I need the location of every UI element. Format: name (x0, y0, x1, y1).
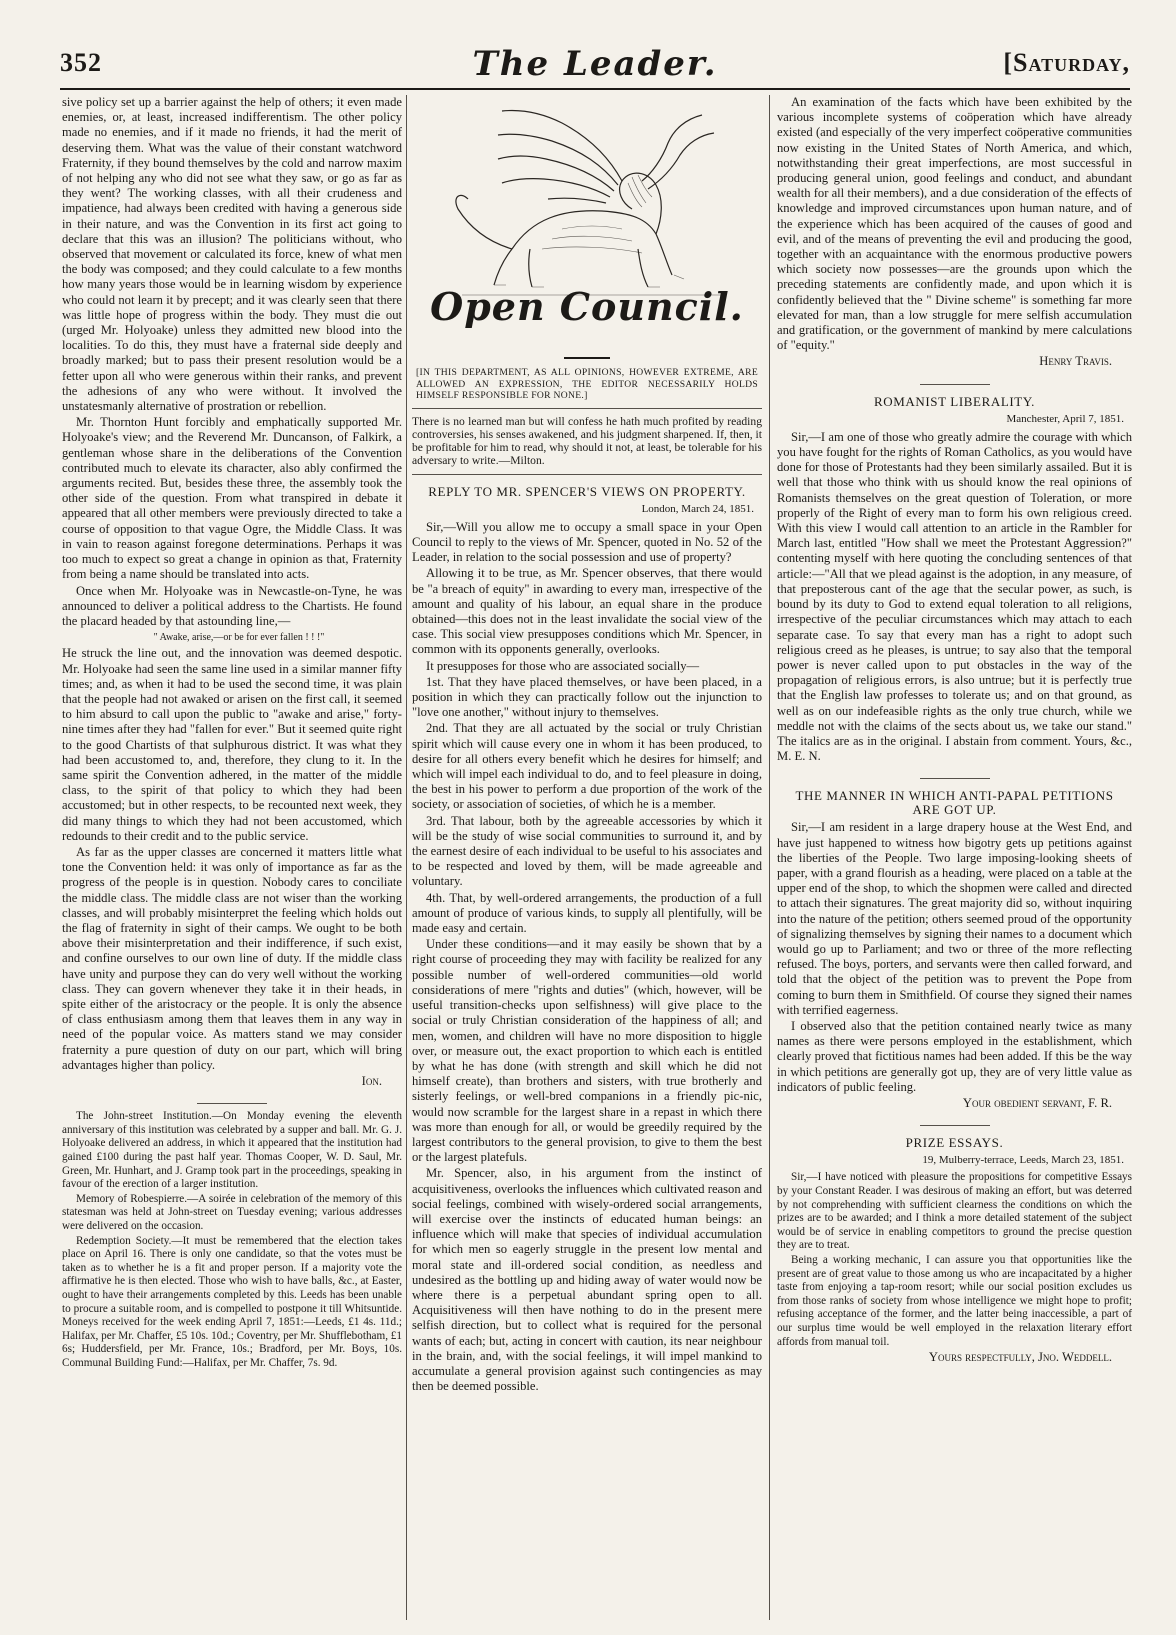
editor-disclaimer: [IN THIS DEPARTMENT, AS ALL OPINIONS, HOWEVER EXTREME, ARE ALLOWED AN EXPRESSION, THE EDITOR NECESSARILY HOLDS HIMSELF RESPONSIBLE FOR NONE.] (416, 367, 758, 402)
winged-lion-icon (442, 99, 732, 299)
masthead (60, 44, 1130, 88)
divider (412, 408, 762, 409)
column-left (62, 95, 402, 1371)
paragraph: 3rd. That labour, both by the agreeable accessories by which it will be the study of wise social communities to surround it, and by the earnest desire of each individual to be useful to his associates and to be respected and loved by them, will be made agreeable and voluntary. (412, 813, 762, 889)
paragraph: sive policy set up a barrier against the help of others; it even made enemies, or, at least, increased indifferentism. The other policy made no enemies, and if it made no friends, it had the merit of deserving them. What was the value of their constant watchword Fraternity, if they bound themselves by the cold and narrow maxim of not helping any who did not see what they saw, or go as far as they went? The working classes, with all their crudeness and impatience, had always been credited with having a generous side in their nature, and was the Convention in its first act going to declare that this was an illusion? The politicians without, who observed that movement or calculated its force, knew of what men the body was composed; and they could calculate to a few months how many years those would be in learning wisdom by experience who could not learn it by precept; and it was clearly seen that there was little hope of progress within the body. They must die out (urged Mr. Holyoake) unless they admitted new blood into the localities. To do this, they must have a fraternal side deeply and broadly marked; but to pass their present resolution would be a fetter upon all who were generous within their ranks, and prevent the adhesions of any who were without. It involved the unstatesmanly alternative of prostration or rebellion. (62, 95, 402, 414)
paragraph: Mr. Thornton Hunt forcibly and emphatically supported Mr. Holyoake's view; and the Reverend Mr. Duncanson, of Falkirk, a gentleman whose share in the deliberations of the Convention contributed much to elevate its character, also ably confirmed the arguments recited. But, besides these three, the assembly took the other side of the question. From what transpired in debate it appeared that all other members were previously directed to take a course of opposition to that vague Ogre, the Middle Class. It was in vain to reason against foregone determinations. Perhaps it was too much to expect so great a change in opinion as that, Fraternity from being a name should be translated into acts. (62, 415, 402, 582)
newspaper-title: The Leader. (472, 44, 718, 84)
article-title: ROMANIST LIBERALITY. (873, 393, 1036, 409)
paragraph: Sir,—Will you allow me to occupy a small space in your Open Council to reply to the views of Mr. Spencer, quoted in No. 52 of the Leader, in relation to the social possession and use of property? (412, 519, 762, 565)
paragraph: It presupposes for those who are associated socially— (426, 658, 700, 673)
paragraph: Sir,—I am resident in a large drapery house at the West End, and have just happened to witness how bigotry gets up petitions against the liberties of the People. Two large imposing-looking sheets of paper, with a grand flourish as a heading, were placed on a table at the upper end of the shop, to which the shopmen were called and directed to attach their signatures. The great majority did so, without inquiring into the nature of the petition; others seemed proud of the opportunity of signalizing themselves by signing their names to a document which would go up to Parliament; and two or three of the more reflecting refused. The boys, porters, and servants were then called forward, and told that the object of the petition was to prevent the Pope from coming to burn them in Smithfield. Of course they signed their names with terrified eagerness. (777, 820, 1132, 1017)
dateline: London, March 24, 1851. (641, 502, 754, 515)
masthead-rule (60, 88, 1130, 90)
paragraph: Sir,—I am one of those who greatly admire the courage with which you have fought for the rights of Roman Catholics, as you would have done for those of Protestants had they been similarly assailed. But it is well that those who think with us should know the real opinions of Romanists themselves on the great question of Toleration, or more properly of the Right of every man to form his own religious creed. With this view I would call attention to an article in the Rambler for March last, entitled "How shall we meet the Protestant Aggression?" contenting myself with here quoting the concluding sentences of that article:—"All that we plead against is the adoption, in any measure, of that preposterous cant of the age that the secular power, as such, is bound by its duty to God to extend equal toleration to all religions, irrespective of the peculiar circumstances which may attach to each separate case. To say that every man has a right to adopt such religious creed as he pleases, is untrue; to say also that the temporal power is never called upon to put obstacles in the way of the propagation of religious errors, is also untrue; but it is perfectly true that the English law professes to tolerate us; and on that ground, as well as on our indefeasible rights as the only true church, while we meddle not with the claims of the sects about us, we take our stand." The italics are as in the original. I abstain from comment. Yours, &c., M. E. N. (777, 429, 1132, 764)
quoted-line: " Awake, arise,—or be for ever fallen ! ! !" (153, 632, 325, 644)
paragraph: Sir,—I have noticed with pleasure the propositions for competitive Essays by your Constant Reader. I was desirous of making an effort, but was deterred by not comprehending with sufficient clearness the conditions on which the prizes are to be awarded; and I think a more detailed statement of the subject would be of service in enabling competitors to ground the precise question they are to treat. (777, 1171, 1132, 1252)
notice: The John-street Institution.—On Monday evening the eleventh anniversary of this institution was celebrated by a supper and ball. Mr. G. J. Holyoake delivered an address, in which it appeared that the institution had gained £100 during the past half year. Thomas Cooper, W. D. Saul, Mr. Green, Mr. Hunhart, and J. Gramp took part in the proceedings, speaking in favour of the erection of a larger institution. (62, 1110, 402, 1191)
divider (412, 474, 762, 475)
issue-day: [Saturday, (1003, 48, 1130, 77)
signature: Your obedient servant, F. R. (962, 1095, 1112, 1110)
article-title: PRIZE ESSAYS. (905, 1135, 1004, 1151)
section-rule (197, 1103, 267, 1104)
paragraph: An examination of the facts which have been exhibited by the various incomplete systems of coöperation which have already existed (and especially of the very imperfect coöperative communities now existing in the United States of North America, and which, notwithstanding their great imperfections, are most successful in producing general union, good feelings and conduct, and abundant wealth for all their members), and a due consideration of the effects of knowledge and improved circumstances upon human nature, and of the experience which has been acquired of the causes of good and evil, and of the means of preventing the evil and producing the good, together with an acquaintance with the enormous productive powers which society now possesses—are the grounds upon which the preceding statements are confidently made, and upon which it is confidently believed that the " Divine scheme" is something far more elevated for man, than a low struggle for mere selfish accumulation and gratification, or the government of mankind by mere calculations of "equity." (777, 95, 1132, 353)
paragraph: 4th. That, by well-ordered arrangements, the production of a full amount of produce of various kinds, to supply all plentifully, will be made easy and certain. (412, 890, 762, 936)
article-body (777, 1171, 1132, 1349)
open-council-emblem (412, 95, 762, 357)
dateline: Manchester, April 7, 1851. (1006, 412, 1124, 425)
column-divider (406, 95, 407, 1620)
column-divider (769, 95, 770, 1620)
column-middle (412, 95, 762, 1395)
notice: Redemption Society.—It must be remembered that the election takes place on April 16. There is only one candidate, so that the votes must be taken as to whether he is a fit and proper person. If a majority vote the affirmative he is then elected. Those who wish to have balls, &c., at Easter, ought to have their arrangements completed by this. Leeds has been unable to procure a suitable room, and is compelled to postpone it till Whitsuntide. Moneys received for the week ending April 7, 1851:—Leeds, £1 4s. 11d.; Halifax, per Mr. Chaffer, £5 10s. 10d.; Coventry, per Mr. Shufflebotham, £1 6s; Huddersfield, per Mr. France, 10s.; Bradford, per Mr. Boys, 10s. Communal Building Fund:—Halifax, per Mr. Chaffer, 7s. 9d. (62, 1234, 402, 1369)
ornament-rule (564, 357, 610, 359)
section-rule (920, 778, 990, 779)
paragraph: 2nd. That they are all actuated by the social or truly Christian spirit which will cause every one in whom it has been produced, to desire for all others every benefit which he desires for himself; and which will impel each individual to do, and to feel pleasure in doing, the best in his power to perform a due proportion of the work of the society, or association of societies, of which he is a member. (412, 721, 762, 812)
milton-epigraph: There is no learned man but will confess he hath much profited by reading controversies, his senses awakened, and his judgment sharpened. If, then, it be profitable for him to read, why should it not, at least, be tolerable for his adversary to write.—Milton. (412, 414, 762, 468)
open-council-title: Open Council. (430, 284, 744, 329)
paragraph: Mr. Spencer, also, in his argument from the instinct of acquisitiveness, overlooks the influences which cultivated reason and social feelings, combined with wisely-ordered social arrangements, will exercise over the instincts of educated human beings: an influence which will make that species of individual accumulation for which men so eagerly struggle in the present low mental and moral state and ill-ordered social condition, as needless and undesired as the bottling up and hiding away of water would now be where there is a perpetual abundant spring open to all. Acquisitiveness will then have nothing to do in the present mere selfish direction, but to collect what is required for the personal wants of each; but, acting in concert with caution, its near neighbour in the brain, and, with the social feelings, it will impel mankind to accumulate a general provision against such contingencies as may then be deemed possible. (412, 1166, 762, 1394)
article-title: THE MANNER IN WHICH ANTI-PAPAL PETITIONS ARE GOT UP. (795, 788, 1114, 818)
paragraph: 1st. That they have placed themselves, or have been placed, in a position in which they can practically follow out the injunction to "love one another," without injury to themselves. (412, 674, 762, 720)
article-title: REPLY TO MR. SPENCER'S VIEWS ON PROPERTY. (428, 483, 746, 499)
page-number: 352 (60, 48, 102, 77)
notice: Memory of Robespierre.—A soirée in celebration of the memory of this statesman was held at John-street on Tuesday evening; various addresses were delivered on the occasion. (62, 1192, 402, 1232)
paragraph: Allowing it to be true, as Mr. Spencer observes, that there would be "a breach of equity" in awarding to every man, irrespective of the amount and quality of his labour, an equal share in the produce obtained—this does not in the least invalidate the social view of the case. This social view presupposes conditions which Mr. Spencer, in common with its opponents generally, overlooks. (412, 566, 762, 657)
signature: Ion. (361, 1074, 382, 1088)
signature: Henry Travis. (1039, 354, 1112, 369)
paragraph: Under these conditions—and it may easily be shown that by a right course of proceeding they may with facility be realized for any possible number of well-ordered communities—old world considerations of mere "rights and duties" (which, however, will be useful transition-checks upon selfishness) will give place to the social or truly Christian consideration of the happiness of all; and men, women, and children will have no more disposition to higgle over, or measure out, the exact proportion to which each is entitled by what he has done (with strength and skill which he did not himself create), than brothers and sisters, with true brotherly and sisterly feelings, or well-bred companions in a friendly pic-nic, would now scramble for the largest share in a repast in which there was more than enough for all, or would be greedily required by the largest contributors to the general provision, to give to them the best or the largest platefuls. (412, 937, 762, 1165)
signature: Yours respectfully, Jno. Weddell. (928, 1350, 1112, 1365)
column-right (777, 95, 1132, 1366)
paragraph: I observed also that the petition contained nearly twice as many names as there were persons employed in the establishment, which clearly proved that fictitious names had been added. If this be the way in which petitions are generally got up, they are of very little value as indicators of public feeling. (777, 1018, 1132, 1094)
paragraph: He struck the line out, and the innovation was deemed despotic. Mr. Holyoake had seen the same line used in a similar manner fifty times; and, as when it had to be used the second time, it was plain that the people had not awaked or arisen on the first call, it seemed to him absurd to call upon the public to "awake and arise," forty-nine times after they had "fallen for ever." But it seemed quite right to the good Chartists of that sulphurous district. It was what they had been accustomed to, and, therefore, they clung to it. In the same spirit the Convention adhered, in the matter of the middle class, to the spirit of that policy to which they had been accustomed; but in other respects, to be recounted next week, they did many things to which they had not been accustomed, which redounds to their credit and to the public service. (62, 646, 402, 843)
paragraph: Being a working mechanic, I can assure you that opportunities like the present are of great value to those among us who are incapacitated by a higher taste from enjoying a tap-room resort; while our social position excludes us from those ranks of society from whose intelligence we might hope to profit; refusing acceptance of the former, and the latter being inaccessible, a part of our surplus time would be well employed in the relaxation literary effort affords from manual toil. (777, 1253, 1132, 1348)
section-rule (920, 1125, 990, 1126)
section-rule (920, 384, 990, 385)
notices (62, 1110, 402, 1370)
paragraph: Once when Mr. Holyoake was in Newcastle-on-Tyne, he was announced to deliver a political address to the Chartists. He found the placard headed by that astounding line,— (62, 583, 402, 628)
dateline: 19, Mulberry-terrace, Leeds, March 23, 1851. (922, 1154, 1124, 1167)
paragraph: As far as the upper classes are concerned it matters little what tone the Convention held: it was only of importance as far as the progress of the people is in question. Nobody cares to conciliate the middle class. The middle class are not wiser than the working classes, and will probably misinterpret the feeling which holds out the flag of fraternity in sight of their camps. We ought to be both above their misinterpretation and their indifference, if such exist, and confine ourselves to our own line of duty. If the middle class have unity and purpose they can do very well without the working class. They can govern whenever they take it in their heads, in spite either of the aristocracy or the people. It is only the absence of class enthusiasm among them that leaves them in any way in need of the popular voice. As matters stand we may consider fraternity a pure question of duty on our part, which will bring advantages higher than policy. (62, 844, 402, 1072)
